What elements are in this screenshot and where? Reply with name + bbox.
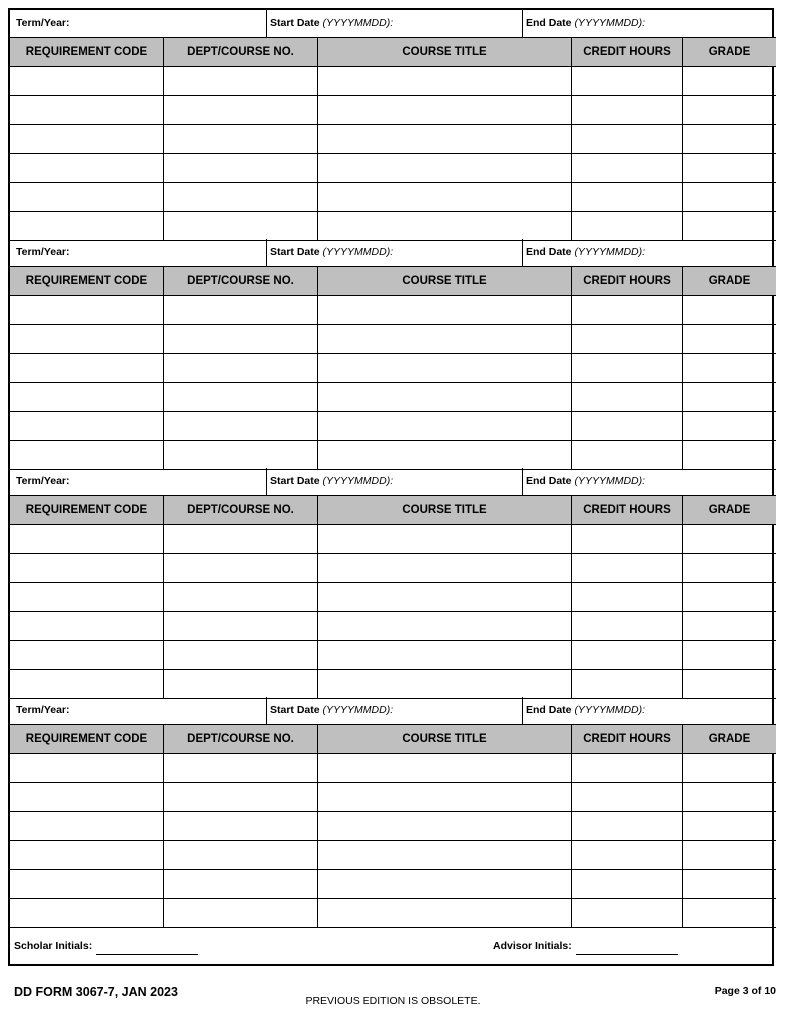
- table-row: [10, 670, 776, 699]
- table-cell[interactable]: [163, 870, 317, 898]
- table-cell[interactable]: [682, 383, 776, 411]
- table-cell[interactable]: [682, 812, 776, 840]
- table-row: [10, 212, 776, 241]
- table-cell[interactable]: [10, 670, 163, 698]
- start-date-label: Start Date: [270, 475, 320, 487]
- start-date-field[interactable]: [266, 239, 522, 266]
- term-section: [10, 468, 776, 697]
- start-date-format: (YYYYMMDD):: [322, 246, 394, 258]
- table-row: [10, 325, 776, 354]
- term-info-row: [10, 697, 776, 725]
- table-cell[interactable]: [571, 125, 682, 153]
- table-row: [10, 641, 776, 670]
- table-cell[interactable]: [571, 354, 682, 382]
- table-cell[interactable]: [571, 525, 682, 553]
- table-row: [10, 841, 776, 870]
- table-cell[interactable]: [317, 441, 571, 469]
- table-cell[interactable]: [163, 641, 317, 669]
- table-cell[interactable]: [163, 296, 317, 324]
- table-cell[interactable]: [682, 212, 776, 240]
- table-cell[interactable]: [682, 354, 776, 382]
- column-header: COURSE TITLE: [317, 38, 571, 66]
- table-cell[interactable]: [163, 67, 317, 95]
- table-row: [10, 525, 776, 554]
- table-cell[interactable]: [317, 783, 571, 811]
- table-cell[interactable]: [10, 354, 163, 382]
- table-cell[interactable]: [317, 812, 571, 840]
- table-cell[interactable]: [682, 670, 776, 698]
- table-cell[interactable]: [10, 554, 163, 582]
- table-cell[interactable]: [317, 183, 571, 211]
- table-cell[interactable]: [163, 670, 317, 698]
- term-year-label: Term/Year:: [16, 475, 70, 487]
- term-info-row: [10, 468, 776, 496]
- table-cell[interactable]: [682, 154, 776, 182]
- course-rows: [10, 296, 776, 468]
- start-date-format: (YYYYMMDD):: [322, 704, 394, 716]
- table-row: [10, 441, 776, 470]
- table-cell[interactable]: [682, 783, 776, 811]
- start-date-field[interactable]: [266, 468, 522, 495]
- table-cell[interactable]: [571, 212, 682, 240]
- end-date-label: End Date: [526, 704, 572, 716]
- table-row: [10, 296, 776, 325]
- table-cell[interactable]: [682, 441, 776, 469]
- table-cell[interactable]: [682, 125, 776, 153]
- table-cell[interactable]: [571, 612, 682, 640]
- table-cell[interactable]: [317, 383, 571, 411]
- term-info-row: [10, 10, 776, 38]
- page-number: Page 3 of 10: [714, 985, 776, 997]
- table-cell[interactable]: [317, 899, 571, 927]
- table-cell[interactable]: [682, 641, 776, 669]
- term-info-row: [10, 239, 776, 267]
- column-header: REQUIREMENT CODE: [25, 504, 148, 516]
- column-header: GRADE: [682, 496, 776, 524]
- table-cell[interactable]: [571, 812, 682, 840]
- table-cell[interactable]: [317, 125, 571, 153]
- table-cell[interactable]: [571, 67, 682, 95]
- table-cell[interactable]: [10, 641, 163, 669]
- column-header: DEPT/COURSE NO.: [163, 496, 317, 524]
- table-cell[interactable]: [571, 154, 682, 182]
- table-cell[interactable]: [682, 612, 776, 640]
- column-header-row: [10, 725, 776, 754]
- table-cell[interactable]: [163, 899, 317, 927]
- table-cell[interactable]: [10, 96, 163, 124]
- table-cell[interactable]: [10, 325, 163, 353]
- table-cell[interactable]: [571, 641, 682, 669]
- table-cell[interactable]: [10, 899, 163, 927]
- table-cell[interactable]: [682, 183, 776, 211]
- table-cell[interactable]: [10, 67, 163, 95]
- column-header: CREDIT HOURS: [571, 267, 682, 295]
- table-cell[interactable]: [10, 183, 163, 211]
- end-date-field[interactable]: [522, 697, 776, 724]
- table-row: [10, 583, 776, 612]
- table-cell[interactable]: [10, 154, 163, 182]
- table-row: [10, 812, 776, 841]
- end-date-format: (YYYYMMDD):: [574, 475, 646, 487]
- table-cell[interactable]: [10, 841, 163, 869]
- column-header: REQUIREMENT CODE: [25, 46, 148, 58]
- end-date-format: (YYYYMMDD):: [574, 17, 646, 29]
- table-cell[interactable]: [682, 899, 776, 927]
- column-header: GRADE: [682, 267, 776, 295]
- table-cell[interactable]: [317, 641, 571, 669]
- end-date-field[interactable]: [522, 10, 776, 37]
- start-date-format: (YYYYMMDD):: [322, 475, 394, 487]
- column-header: CREDIT HOURS: [571, 725, 682, 753]
- table-cell[interactable]: [10, 612, 163, 640]
- column-header-row: [10, 38, 776, 67]
- column-header: CREDIT HOURS: [571, 496, 682, 524]
- table-row: [10, 67, 776, 96]
- table-cell[interactable]: [163, 212, 317, 240]
- table-cell[interactable]: [571, 583, 682, 611]
- term-year-label: Term/Year:: [16, 17, 70, 29]
- table-cell[interactable]: [163, 441, 317, 469]
- table-row: [10, 754, 776, 783]
- table-cell[interactable]: [317, 670, 571, 698]
- table-row: [10, 783, 776, 812]
- term-year-field[interactable]: [10, 697, 266, 724]
- table-cell[interactable]: [163, 525, 317, 553]
- table-cell[interactable]: [682, 525, 776, 553]
- table-cell[interactable]: [682, 412, 776, 440]
- column-header: REQUIREMENT CODE: [25, 733, 148, 745]
- table-cell[interactable]: [163, 354, 317, 382]
- table-cell[interactable]: [571, 841, 682, 869]
- table-cell[interactable]: [571, 412, 682, 440]
- term-section: [10, 697, 776, 926]
- end-date-format: (YYYYMMDD):: [574, 704, 646, 716]
- table-cell[interactable]: [682, 67, 776, 95]
- column-header: REQUIREMENT CODE: [25, 275, 148, 287]
- end-date-field[interactable]: [522, 468, 776, 495]
- course-record-form: [8, 8, 774, 966]
- table-row: [10, 354, 776, 383]
- table-cell[interactable]: [10, 383, 163, 411]
- start-date-format: (YYYYMMDD):: [322, 17, 394, 29]
- table-cell[interactable]: [163, 554, 317, 582]
- table-cell[interactable]: [163, 96, 317, 124]
- table-cell[interactable]: [317, 325, 571, 353]
- initials-row: [10, 924, 776, 966]
- table-cell[interactable]: [10, 583, 163, 611]
- table-cell[interactable]: [317, 154, 571, 182]
- start-date-field[interactable]: [266, 697, 522, 724]
- table-cell[interactable]: [682, 96, 776, 124]
- table-cell[interactable]: [10, 783, 163, 811]
- column-header: CREDIT HOURS: [571, 38, 682, 66]
- column-header: DEPT/COURSE NO.: [163, 38, 317, 66]
- table-row: [10, 412, 776, 441]
- advisor-initials-label: Advisor Initials:: [493, 940, 572, 952]
- table-cell[interactable]: [317, 612, 571, 640]
- table-cell[interactable]: [163, 612, 317, 640]
- column-header: COURSE TITLE: [317, 267, 571, 295]
- table-cell[interactable]: [317, 212, 571, 240]
- end-date-label: End Date: [526, 17, 572, 29]
- table-cell[interactable]: [571, 554, 682, 582]
- column-header: DEPT/COURSE NO.: [163, 725, 317, 753]
- term-year-label: Term/Year:: [16, 246, 70, 258]
- table-cell[interactable]: [317, 525, 571, 553]
- table-cell[interactable]: [10, 441, 163, 469]
- term-year-field[interactable]: [10, 10, 266, 37]
- table-cell[interactable]: [163, 154, 317, 182]
- table-cell[interactable]: [571, 96, 682, 124]
- scholar-initials-field[interactable]: [96, 954, 198, 955]
- table-row: [10, 554, 776, 583]
- table-cell[interactable]: [317, 354, 571, 382]
- table-cell[interactable]: [163, 783, 317, 811]
- table-cell[interactable]: [571, 870, 682, 898]
- column-header: GRADE: [682, 38, 776, 66]
- table-cell[interactable]: [163, 841, 317, 869]
- term-year-field[interactable]: [10, 239, 266, 266]
- course-rows: [10, 67, 776, 239]
- table-cell[interactable]: [317, 296, 571, 324]
- table-cell[interactable]: [10, 296, 163, 324]
- table-cell[interactable]: [163, 125, 317, 153]
- course-rows: [10, 525, 776, 697]
- table-cell[interactable]: [571, 325, 682, 353]
- advisor-initials-field[interactable]: [576, 954, 678, 955]
- table-cell[interactable]: [10, 754, 163, 782]
- table-cell[interactable]: [571, 670, 682, 698]
- table-cell[interactable]: [682, 754, 776, 782]
- table-row: [10, 870, 776, 899]
- end-date-field[interactable]: [522, 239, 776, 266]
- table-row: [10, 96, 776, 125]
- form-identifier: DD FORM 3067-7, JAN 2023: [14, 985, 178, 999]
- table-cell[interactable]: [571, 899, 682, 927]
- table-cell[interactable]: [10, 212, 163, 240]
- term-section: [10, 239, 776, 468]
- table-cell[interactable]: [317, 412, 571, 440]
- start-date-label: Start Date: [270, 17, 320, 29]
- column-header: DEPT/COURSE NO.: [163, 267, 317, 295]
- table-cell[interactable]: [317, 554, 571, 582]
- column-header-row: [10, 496, 776, 525]
- end-date-format: (YYYYMMDD):: [574, 246, 646, 258]
- table-cell[interactable]: [571, 296, 682, 324]
- table-cell[interactable]: [10, 812, 163, 840]
- table-cell[interactable]: [682, 325, 776, 353]
- term-year-field[interactable]: [10, 468, 266, 495]
- table-cell[interactable]: [163, 754, 317, 782]
- table-cell[interactable]: [163, 812, 317, 840]
- end-date-label: End Date: [526, 246, 572, 258]
- table-cell[interactable]: [317, 870, 571, 898]
- edition-note: PREVIOUS EDITION IS OBSOLETE.: [305, 995, 481, 1007]
- start-date-label: Start Date: [270, 246, 320, 258]
- table-row: [10, 125, 776, 154]
- column-header: COURSE TITLE: [317, 496, 571, 524]
- table-cell[interactable]: [10, 870, 163, 898]
- table-cell[interactable]: [682, 870, 776, 898]
- table-cell[interactable]: [163, 383, 317, 411]
- table-cell[interactable]: [163, 412, 317, 440]
- table-cell[interactable]: [571, 183, 682, 211]
- table-cell[interactable]: [317, 583, 571, 611]
- table-cell[interactable]: [682, 554, 776, 582]
- term-section: [10, 10, 776, 239]
- start-date-label: Start Date: [270, 704, 320, 716]
- table-cell[interactable]: [163, 583, 317, 611]
- table-cell[interactable]: [571, 754, 682, 782]
- table-row: [10, 612, 776, 641]
- table-row: [10, 154, 776, 183]
- table-cell[interactable]: [163, 325, 317, 353]
- table-cell[interactable]: [317, 96, 571, 124]
- table-cell[interactable]: [571, 441, 682, 469]
- table-row: [10, 183, 776, 212]
- table-cell[interactable]: [317, 67, 571, 95]
- table-cell[interactable]: [682, 841, 776, 869]
- course-rows: [10, 754, 776, 926]
- term-year-label: Term/Year:: [16, 704, 70, 716]
- column-header-row: [10, 267, 776, 296]
- scholar-initials-label: Scholar Initials:: [14, 940, 93, 952]
- table-cell[interactable]: [682, 296, 776, 324]
- table-cell[interactable]: [317, 841, 571, 869]
- column-header: COURSE TITLE: [317, 725, 571, 753]
- table-cell[interactable]: [10, 412, 163, 440]
- table-cell[interactable]: [317, 754, 571, 782]
- table-row: [10, 383, 776, 412]
- start-date-field[interactable]: [266, 10, 522, 37]
- table-cell[interactable]: [10, 125, 163, 153]
- table-cell[interactable]: [571, 383, 682, 411]
- table-cell[interactable]: [682, 583, 776, 611]
- end-date-label: End Date: [526, 475, 572, 487]
- table-cell[interactable]: [163, 183, 317, 211]
- column-header: GRADE: [682, 725, 776, 753]
- table-cell[interactable]: [571, 783, 682, 811]
- table-cell[interactable]: [10, 525, 163, 553]
